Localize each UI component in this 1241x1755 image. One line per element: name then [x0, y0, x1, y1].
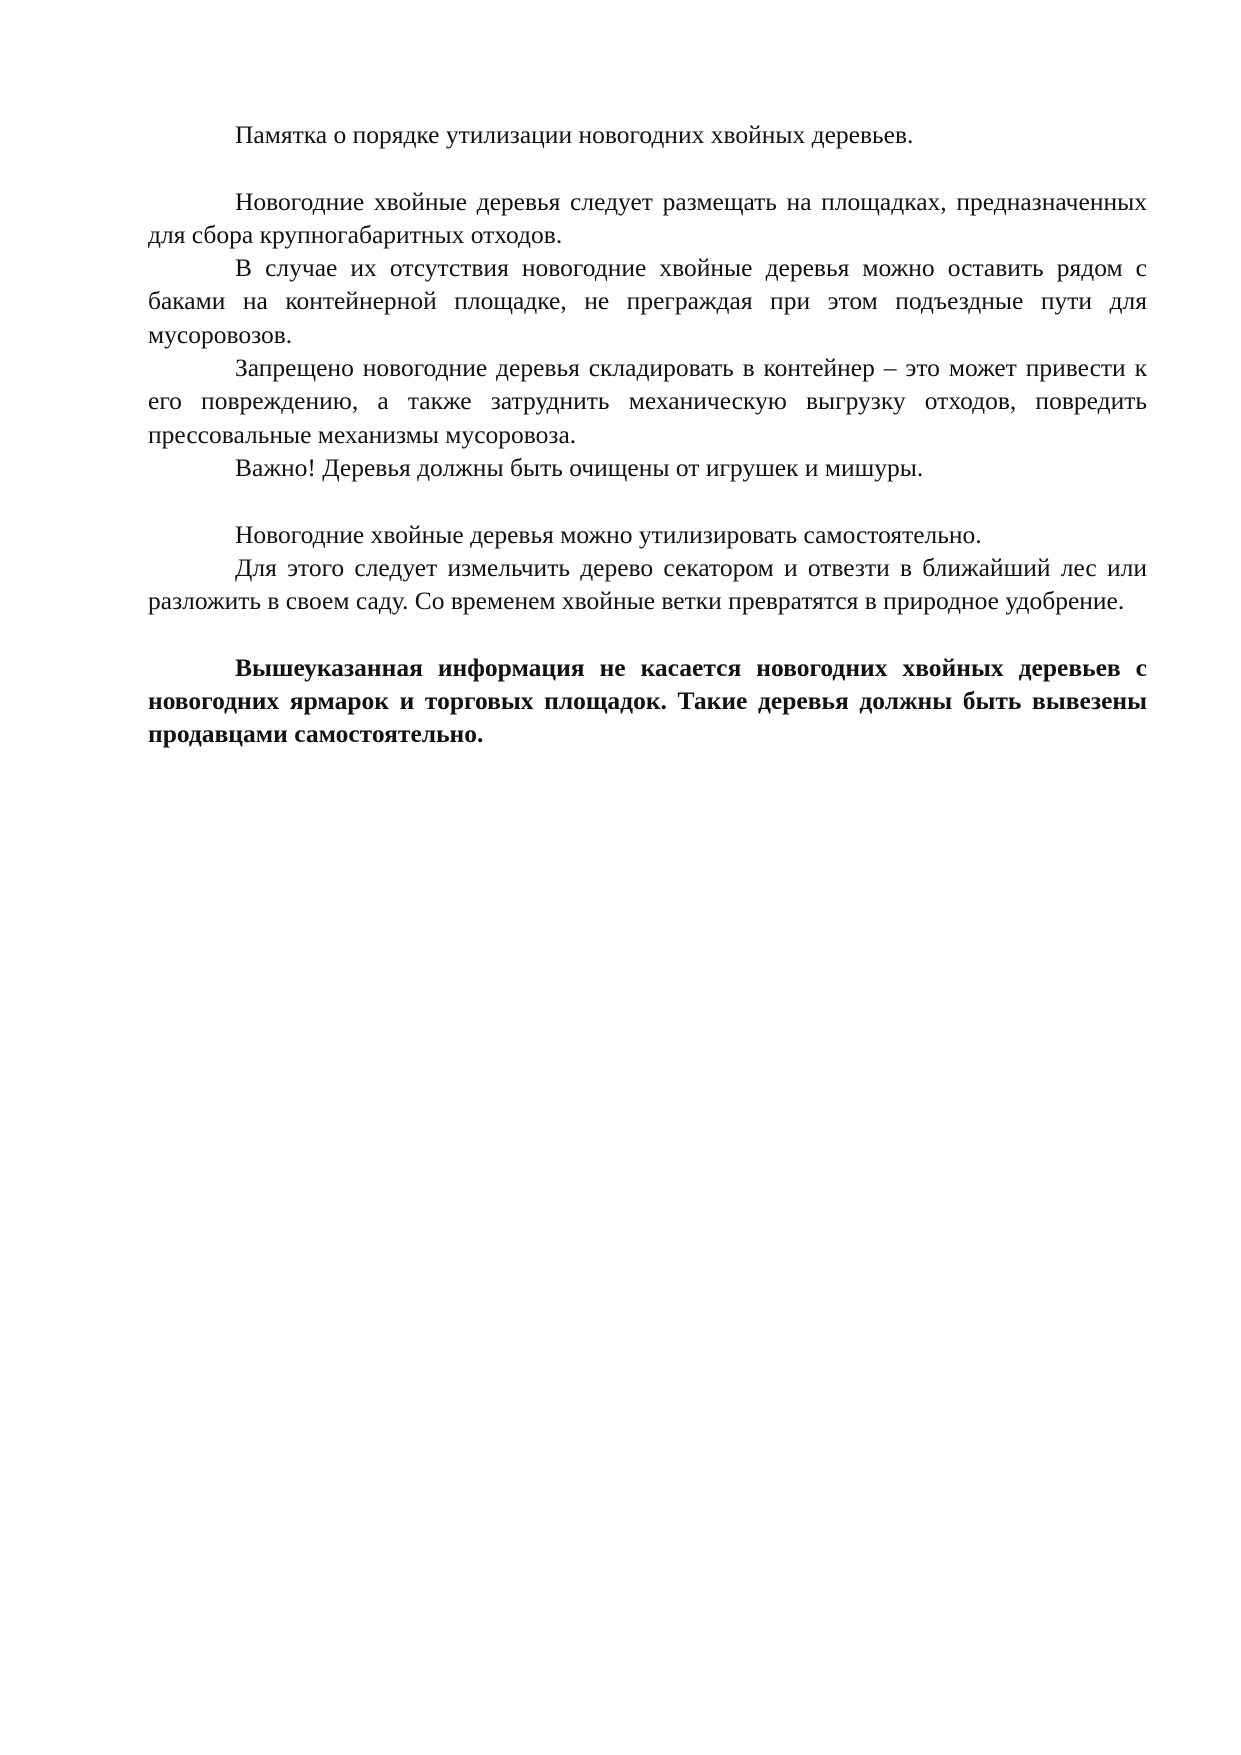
paragraph-no-site: В случае их отсутствия новогодние хвойные деревья можно оставить рядом с баками на контейнерной площадке, не преграждая при этом подъездные пути для мусоровозов.	[148, 253, 1147, 349]
document-page	[148, 118, 1147, 751]
document-title: Памятка о порядке утилизации новогодних хвойных деревьев.	[235, 120, 914, 149]
spacer	[148, 617, 1147, 650]
paragraph-placement: Новогодние хвойные деревья следует размещать на площадках, предназначенных для сбора крупногабаритных отходов.	[148, 186, 1147, 249]
paragraph-important: Важно! Деревья должны быть очищены от игрушек и мишуры.	[235, 452, 924, 482]
spacer	[148, 151, 1147, 184]
paragraph-self-disposal: Новогодние хвойные деревья можно утилизировать самостоятельно.	[235, 519, 982, 549]
paragraph-self-disposal-method: Для этого следует измельчить дерево секатором и отвезти в ближайший лес или разложить в своем саду. Со временем хвойные ветки превратятся в природное удобрение.	[148, 552, 1147, 616]
paragraph-prohibited: Запрещено новогодние деревья складировать в контейнер – это может привести к его повреждению, а также затруднить механическую выгрузку отходов, повредить прессовальные механизмы мусоровоза.	[148, 353, 1147, 449]
spacer	[148, 484, 1147, 517]
notice-paragraph: Вышеуказанная информация не касается новогодних хвойных деревьев с новогодних ярмарок и торговых площадок. Такие деревья должны быть вывезены продавцами самостоятельно.	[148, 652, 1147, 749]
